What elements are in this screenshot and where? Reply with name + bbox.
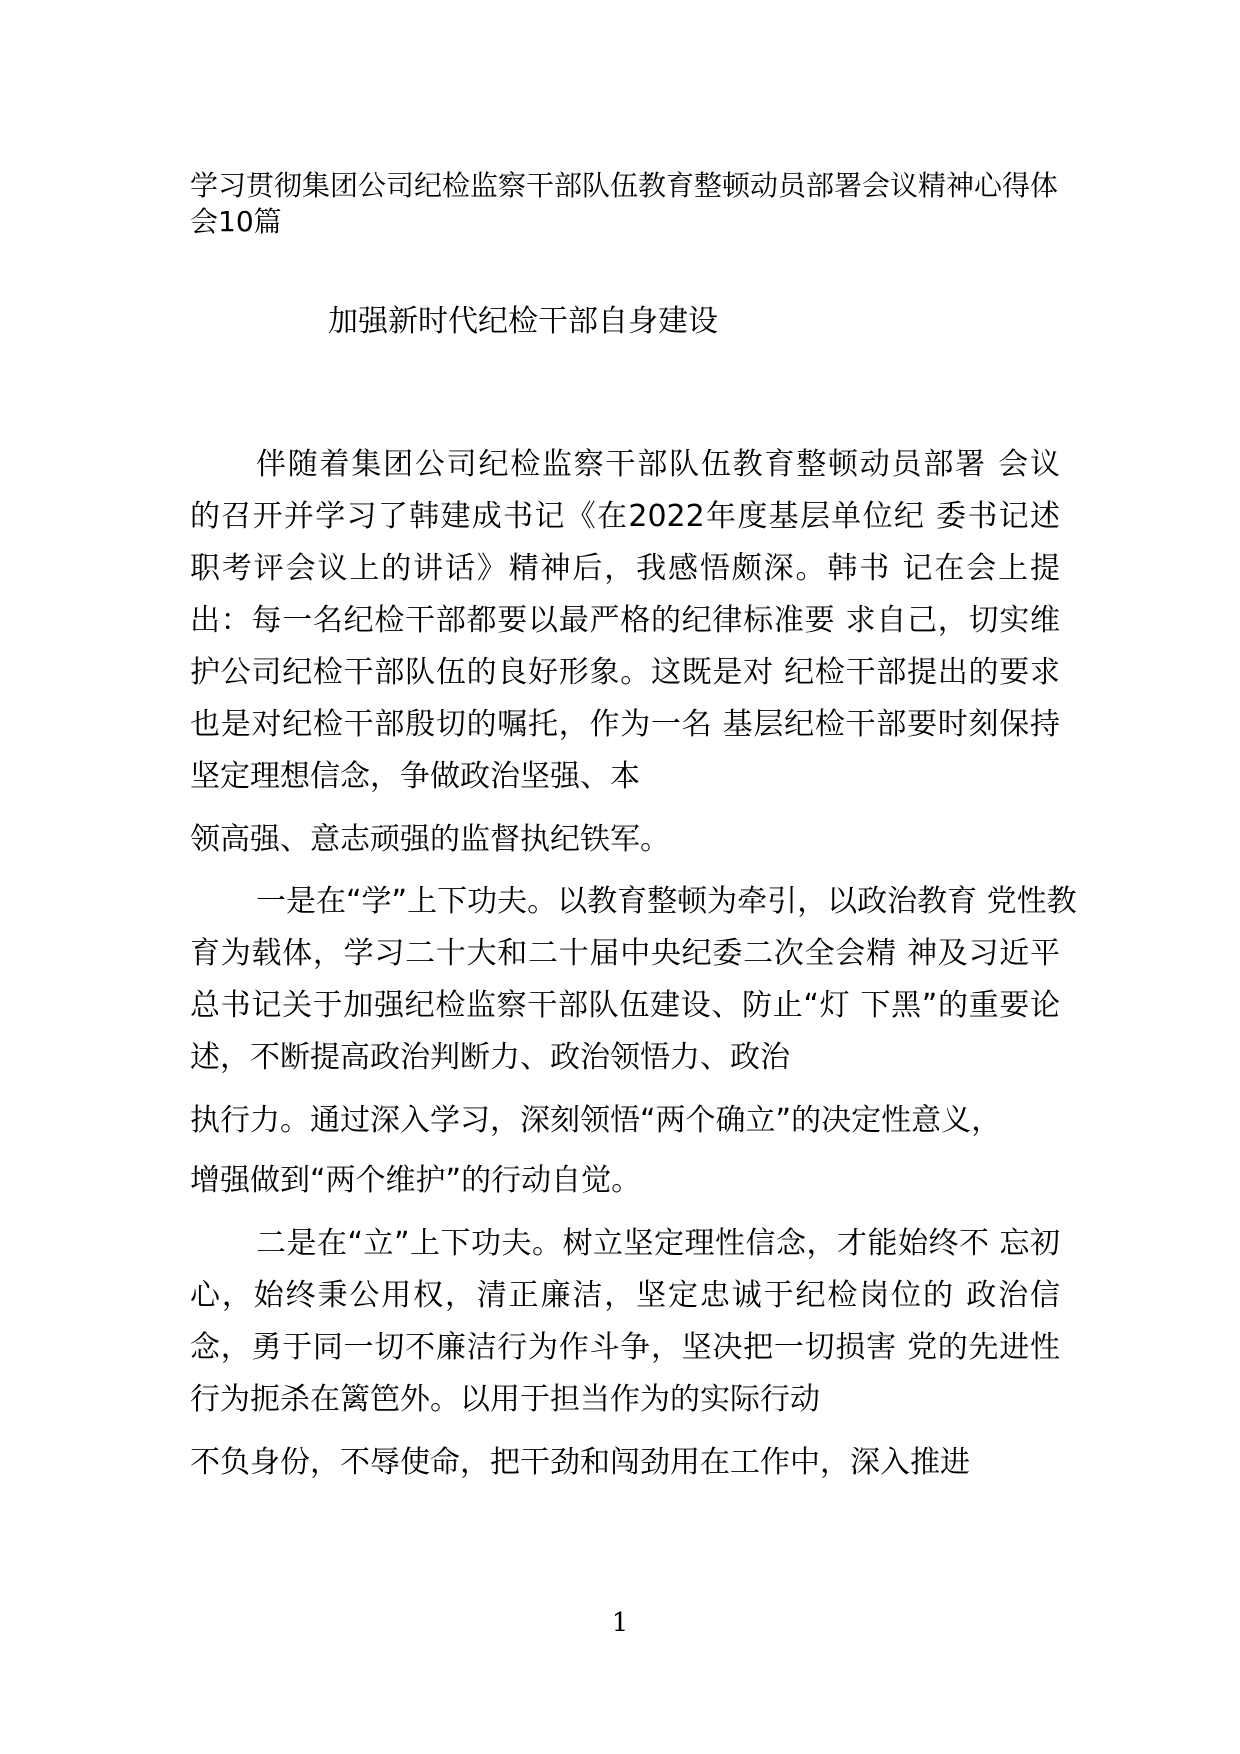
document-title: 学习贯彻集团公司纪检监察干部队伍教育整顿动员部署会议精神心得体会10篇 xyxy=(190,169,1059,238)
body-line: 增强做到“两个维护”的行动自觉。 xyxy=(190,1163,642,1198)
body-line: 心，始终秉公用权，清正廉洁，坚定忠诚于纪检岗位的 政治信 xyxy=(190,1278,1060,1313)
body-line: 坚定理想信念，争做政治坚强、本 xyxy=(190,759,640,794)
body-line: 也是对纪检干部殷切的嘱托，作为一名 基层纪检干部要时刻保持 xyxy=(190,707,1060,742)
body-line: 总书记关于加强纪检监察干部队伍建设、防止“灯 下黑”的重要论 xyxy=(190,988,1060,1023)
body-line: 领高强、意志顽强的监督执纪铁军。 xyxy=(190,822,670,857)
body-line: 伴随着集团公司纪检监察干部队伍教育整顿动员部署 会议 xyxy=(256,447,1060,482)
page-number: 1 xyxy=(611,1608,629,1638)
body-line: 二是在“立”上下功夫。树立坚定理性信念，才能始终不 忘初 xyxy=(256,1226,1060,1261)
body-line: 执行力。通过深入学习，深刻领悟“两个确立”的决定性意义， xyxy=(190,1103,1002,1138)
body-line: 行为扼杀在篱笆外。以用于担当作为的实际行动 xyxy=(190,1382,820,1417)
body-line: 述，不断提高政治判断力、政治领悟力、政治 xyxy=(190,1040,790,1075)
body-line: 出：每一名纪检干部都要以最严格的纪律标准要 求自己，切实维 xyxy=(190,603,1060,638)
body-line: 一是在“学”上下功夫。以教育整顿为牵引，以政治教育 党性教 xyxy=(256,884,1077,919)
body-line: 职考评会议上的讲话》精神后，我感悟颇深。韩书 记在会上提 xyxy=(190,551,1060,586)
body-line: 的召开并学习了韩建成书记《在2022年度基层单位纪 委书记述 xyxy=(190,499,1060,534)
body-line: 护公司纪检干部队伍的良好形象。这既是对 纪检干部提出的要求 xyxy=(190,655,1060,690)
body-line: 念，勇于同一切不廉洁行为作斗争，坚决把一切损害 党的先进性 xyxy=(190,1330,1060,1365)
body-line: 育为载体，学习二十大和二十届中央纪委二次全会精 神及习近平 xyxy=(190,936,1060,971)
document-subtitle: 加强新时代纪检干部自身建设 xyxy=(328,304,718,339)
body-line: 不负身份，不辱使命，把干劲和闯劲用在工作中，深入推进 xyxy=(190,1445,970,1480)
